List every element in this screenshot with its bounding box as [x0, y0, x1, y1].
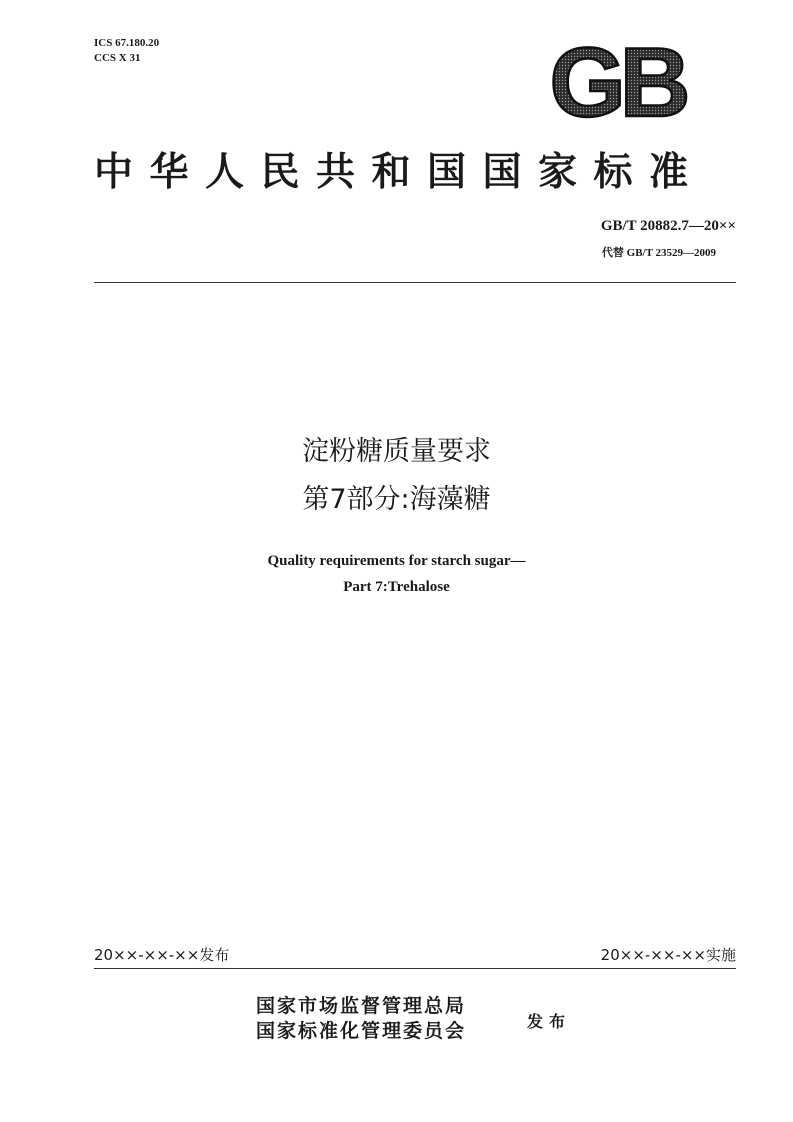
standard-number: GB/T 20882.7—20××	[600, 218, 736, 234]
logo-lettering: GB	[549, 40, 685, 122]
implementation-date: 20××-××-××实施	[600, 946, 736, 964]
chinese-title-line-1: 淀粉糖质量要求	[302, 436, 491, 467]
classification-codes	[94, 36, 159, 66]
english-title-line-1: Quality requirements for starch sugar—	[267, 553, 526, 569]
gb-logo	[540, 40, 694, 122]
footer-divider	[94, 968, 736, 969]
issuer-line-1: 国家市场监督管理总局	[256, 995, 467, 1017]
chinese-title-line-2: 第7部分:海藻糖	[302, 484, 491, 515]
header-divider	[94, 282, 736, 283]
issue-label: 发布	[527, 1012, 572, 1031]
issuing-authorities	[256, 994, 466, 1044]
replaces-standard: 代替 GB/T 23529—2009	[601, 247, 716, 259]
issuer-line-2: 国家标准化管理委员会	[256, 1020, 467, 1042]
release-date: 20××-××-××发布	[94, 946, 230, 964]
english-title-line-2: Part 7:Trehalose	[343, 579, 450, 595]
ics-code: ICS 67.180.20	[94, 37, 160, 49]
ccs-code: CCS X 31	[94, 52, 141, 64]
national-standard-title: 中华人民共和国国家标准	[94, 149, 705, 195]
